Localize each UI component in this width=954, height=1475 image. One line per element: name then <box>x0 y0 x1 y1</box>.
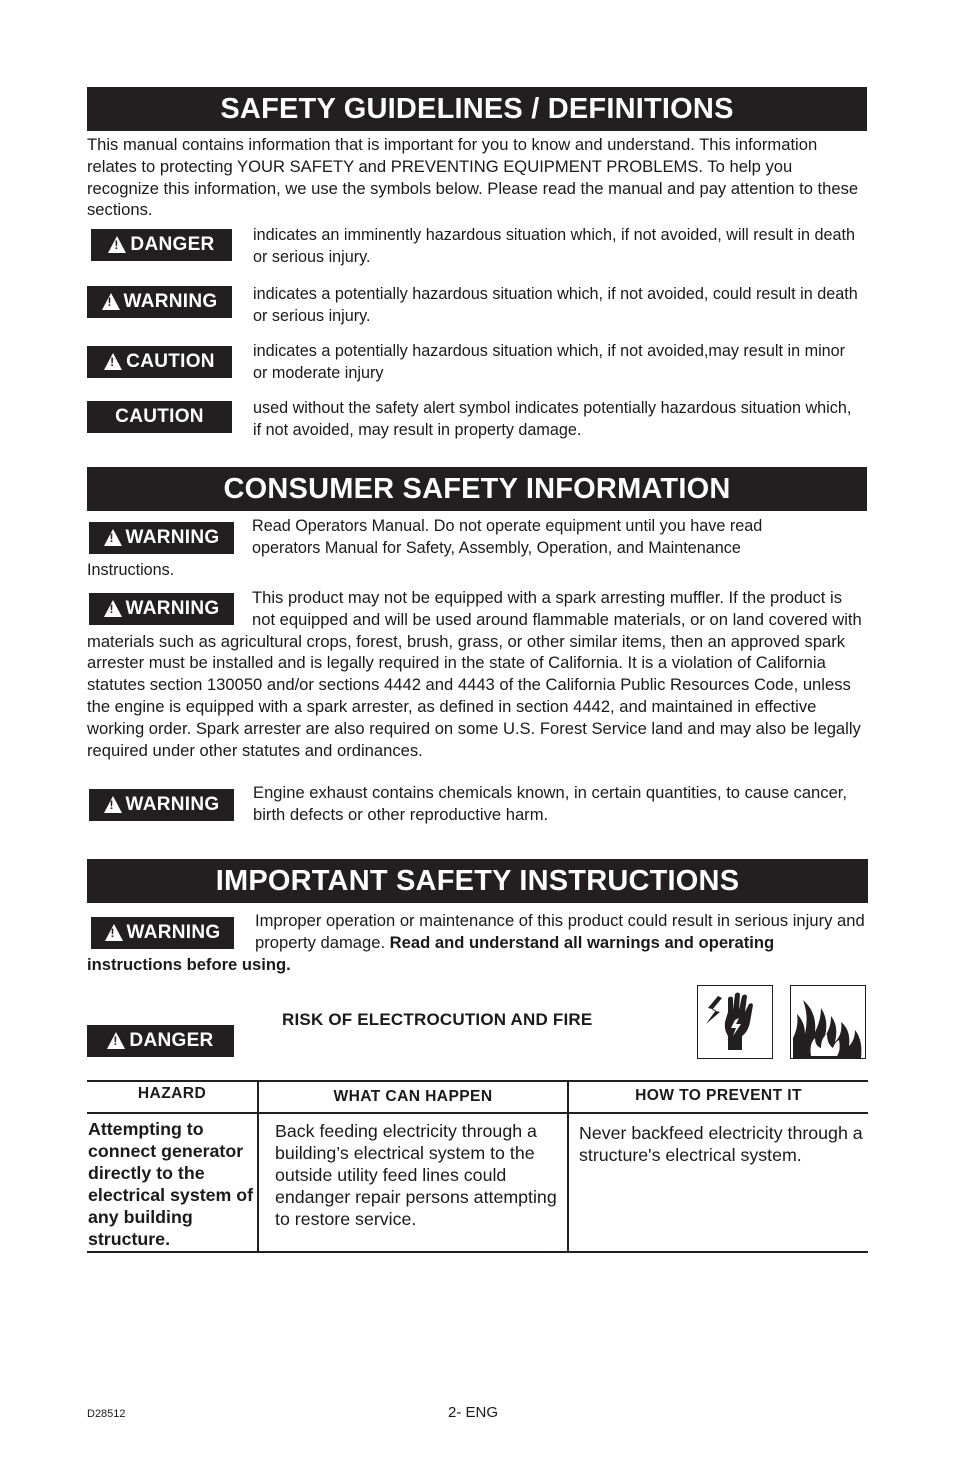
section-title-safety-guidelines: SAFETY GUIDELINES / DEFINITIONS <box>87 87 867 131</box>
warning-exhaust-text: Engine exhaust contains chemicals known, in certain quantities, to cause cancer, birth defects or other reproductive harm. <box>253 783 848 824</box>
table-cell-how-to-prevent: Never backfeed electricity through a structure's electrical system. <box>579 1123 863 1165</box>
table-header-rule <box>87 1112 868 1114</box>
danger-badge <box>87 1025 234 1057</box>
alert-triangle-icon <box>104 353 122 370</box>
badge-label: WARNING <box>125 598 220 619</box>
definition-caution-plain-text: used without the safety alert symbol indicates potentially hazardous situation which, if not avoided, may result in property damage. <box>253 399 852 439</box>
badge-label: WARNING <box>123 291 218 312</box>
warning-operation-bold: Read and understand all warnings and operating instructions before using. <box>87 932 775 974</box>
table-top-rule <box>87 1080 868 1082</box>
warning-badge <box>89 789 234 821</box>
danger-badge <box>91 229 232 261</box>
warning-manual-text <box>87 516 817 581</box>
document-id: D28512 <box>87 1408 126 1420</box>
warning-manual-body: Read Operators Manual. Do not operate equipment until you have read operators Manual for Safety, Assembly, Operation, and Maintenance Instructions. <box>87 517 763 579</box>
table-cell-what-can-happen: Back feeding electricity through a building’s electrical system to the outside utility feed lines could endanger repair persons attempting to restore service. <box>275 1121 557 1229</box>
risk-heading: RISK OF ELECTROCUTION AND FIRE <box>282 1010 593 1029</box>
warning-badge <box>87 286 232 318</box>
caution-plain-badge <box>87 401 232 433</box>
table-header-what-can-happen: WHAT CAN HAPPEN <box>333 1088 493 1105</box>
intro-paragraph: This manual contains information that is important for you to know and understand. This information relates to protecting YOUR SAFETY and PREVENTING EQUIPMENT PROBLEMS. To help you recognize this information, we use the symbols below. Please read the manual and pay attention to these sections. <box>87 135 859 220</box>
alert-triangle-icon <box>104 796 122 813</box>
alert-triangle-icon <box>102 293 120 310</box>
fire-icon <box>790 985 866 1059</box>
section-title-important-safety: IMPORTANT SAFETY INSTRUCTIONS <box>87 859 868 903</box>
table-cell-hazard: Attempting to connect generator directly to the electrical system of any building structure. <box>88 1119 254 1249</box>
caution-badge <box>87 346 232 378</box>
warning-spark-arrester-body: This product may not be equipped with a spark arresting muffler. If the product is not equipped and will be used around flammable materials, or on land covered with materials such as agricultural crops, forest, brush, grass, or other similar items, then an approved spark arrester must be installed and is legally required in the state of California. It is a violation of California statutes section 130050 and/or sections 4442 and 4443 of the California Public Resources Code, unless the engine is equipped with a spark arrester, as defined in section 4442, and maintained in effective working order. Spark arrester are also required on some U.S. Forest Service land and may also be legally required under other statutes and ordinances. <box>87 588 862 760</box>
definition-warning-text: indicates a potentially hazardous situation which, if not avoided, could result in death or serious injury. <box>253 285 858 325</box>
badge-label: CAUTION <box>126 351 215 372</box>
badge-label: WARNING <box>125 794 220 815</box>
badge-label: DANGER <box>130 234 215 255</box>
warning-spark-arrester-text <box>87 587 867 761</box>
alert-triangle-icon <box>107 1032 125 1049</box>
alert-triangle-icon <box>108 236 126 253</box>
definition-caution-text: indicates a potentially hazardous situation which, if not avoided,may result in minor or moderate injury <box>253 342 846 382</box>
table-col-divider <box>257 1082 259 1253</box>
badge-label: DANGER <box>129 1030 214 1051</box>
badge-label: WARNING <box>126 922 221 943</box>
badge-label: CAUTION <box>115 406 204 427</box>
table-col-divider <box>567 1082 569 1253</box>
section-title-consumer-safety: CONSUMER SAFETY INFORMATION <box>87 467 867 511</box>
table-header-hazard: HAZARD <box>137 1085 207 1102</box>
table-header-how-to-prevent: HOW TO PREVENT IT <box>635 1087 802 1104</box>
table-bottom-rule <box>87 1251 868 1253</box>
page-number: 2- ENG <box>448 1404 499 1421</box>
badge-label: WARNING <box>125 527 220 548</box>
warning-operation-body: Improper operation or maintenance of this product could result in serious injury and property damage. <box>255 911 865 952</box>
electrocution-icon <box>697 985 773 1059</box>
warning-operation-text <box>87 910 867 975</box>
definition-danger-text: indicates an imminently hazardous situation which, if not avoided, will result in death or serious injury. <box>253 226 855 266</box>
